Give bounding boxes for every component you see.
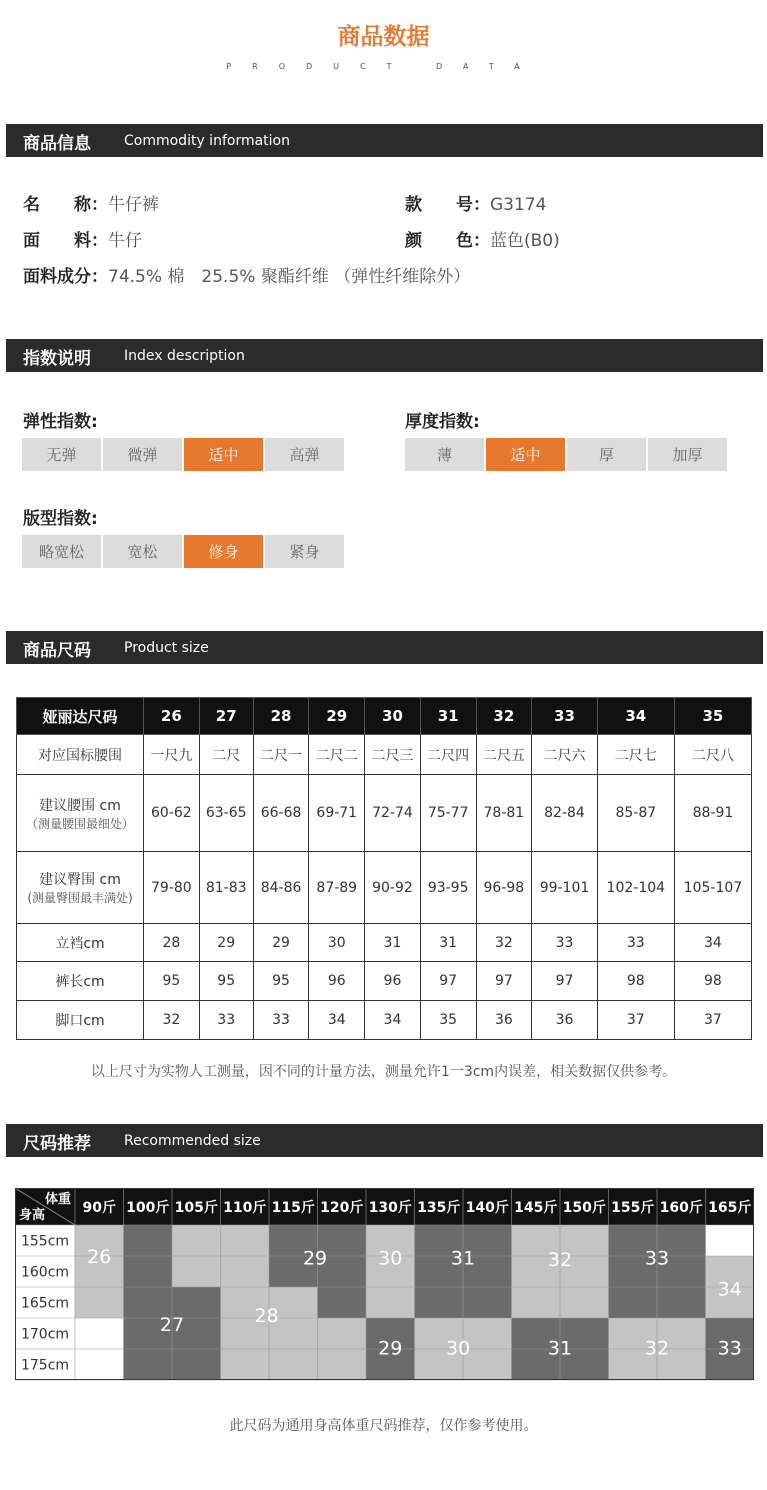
- table-cell: 34: [674, 924, 751, 962]
- row-label: [17, 852, 144, 924]
- row-label: 裤长cm: [17, 962, 144, 1001]
- table-cell: 二尺: [199, 735, 253, 775]
- grid-cell: [221, 1225, 270, 1256]
- thickness-index-options: [405, 438, 727, 471]
- size-header-cell: 26: [144, 698, 200, 735]
- info-name: [23, 190, 159, 215]
- grid-cell: [463, 1287, 512, 1318]
- recommend-note: 此尺码为通用身高体重尺码推荐，仅作参考使用。: [229, 1418, 538, 1434]
- table-cell: 37: [674, 1001, 751, 1040]
- info-style-label: 款 号：: [405, 195, 490, 215]
- page-title: 商品数据: [337, 24, 430, 50]
- table-row: [17, 775, 752, 852]
- section-title-cn: 指数说明: [23, 349, 91, 369]
- size-header-cell: 29: [309, 698, 365, 735]
- size-region-label: 27: [159, 1314, 185, 1337]
- table-cell: 97: [420, 962, 476, 1001]
- size-header-cell: 35: [674, 698, 751, 735]
- size-region-label: 32: [644, 1337, 670, 1360]
- corner-height-label: 身高: [19, 1208, 46, 1223]
- size-table: [16, 697, 752, 1040]
- size-region-label: 34: [717, 1278, 742, 1301]
- table-row: [17, 924, 752, 962]
- table-cell: 66-68: [253, 775, 309, 852]
- info-fabric-label: 面 料：: [23, 231, 108, 251]
- size-header-cell: 30: [365, 698, 421, 735]
- table-cell: 35: [420, 1001, 476, 1040]
- grid-cell: [657, 1287, 706, 1318]
- row-label: 脚口cm: [17, 1001, 144, 1040]
- grid-cell: [172, 1225, 221, 1256]
- weight-header: 165斤: [708, 1200, 752, 1216]
- table-cell: 二尺五: [476, 735, 532, 775]
- table-cell: 82-84: [532, 775, 598, 852]
- table-cell: 84-86: [253, 852, 309, 924]
- info-color-label: 颜 色：: [405, 231, 490, 251]
- grid-cell: [609, 1287, 658, 1318]
- section-title-en: Commodity information: [124, 133, 290, 149]
- table-cell: 二尺七: [597, 735, 674, 775]
- table-cell: 87-89: [309, 852, 365, 924]
- table-cell: 二尺四: [420, 735, 476, 775]
- grid-cell: [512, 1287, 561, 1318]
- recommend-grid-svg: [15, 1188, 754, 1382]
- grid-cell: [172, 1256, 221, 1287]
- section-header-size: [6, 631, 763, 664]
- table-cell: 99-101: [532, 852, 598, 924]
- size-region-label: 29: [378, 1337, 403, 1360]
- table-cell: 二尺三: [365, 735, 421, 775]
- elastic-option: 高弹: [265, 438, 344, 471]
- grid-cell: [75, 1318, 124, 1349]
- size-header-label: 娅丽达尺码: [17, 698, 144, 735]
- fit-index-options: [22, 535, 344, 568]
- info-style: [405, 190, 546, 215]
- info-name-label: 名 称：: [23, 195, 108, 215]
- table-cell: 95: [144, 962, 200, 1001]
- table-cell: 75-77: [420, 775, 476, 852]
- table-cell: 二尺六: [532, 735, 598, 775]
- info-name-value: 牛仔裤: [108, 195, 159, 215]
- weight-header: 135斤: [417, 1200, 461, 1216]
- table-row: [17, 962, 752, 1001]
- elastic-index-options: [22, 438, 344, 471]
- grid-cell: [415, 1287, 464, 1318]
- elastic-option: 微弹: [103, 438, 182, 471]
- grid-cell: [269, 1349, 318, 1380]
- row-label-main: 建议腰围 cm: [39, 797, 121, 814]
- row-label-sub: （测量腰围最细处）: [25, 816, 134, 831]
- size-region-label: 32: [547, 1249, 573, 1272]
- size-table-header: [17, 698, 752, 735]
- grid-cell: [318, 1318, 367, 1349]
- grid-cell: [124, 1256, 173, 1287]
- table-cell: 34: [309, 1001, 365, 1040]
- grid-cell: [124, 1225, 173, 1256]
- row-label-main: 建议臀围 cm: [39, 872, 121, 888]
- height-label: 165cm: [20, 1295, 70, 1312]
- grid-cell: [318, 1287, 367, 1318]
- page-subtitle: PRODUCT DATA: [226, 62, 541, 71]
- info-style-value: G3174: [490, 195, 547, 215]
- section-title-cn: 尺码推荐: [23, 1134, 91, 1154]
- thickness-option: 加厚: [648, 438, 727, 471]
- table-cell: 37: [597, 1001, 674, 1040]
- corner-weight-label: 体重: [44, 1192, 71, 1207]
- size-region-label: 30: [446, 1337, 471, 1360]
- info-color: [405, 226, 560, 251]
- table-cell: 32: [144, 1001, 200, 1040]
- table-cell: 30: [309, 924, 365, 962]
- recommend-grid: [15, 1188, 754, 1386]
- size-region-label: 33: [644, 1247, 670, 1270]
- table-cell: 97: [476, 962, 532, 1001]
- table-cell: 36: [532, 1001, 598, 1040]
- weight-header: 105斤: [174, 1200, 218, 1216]
- fit-index-label: 版型指数:: [23, 509, 98, 529]
- height-label: 155cm: [20, 1233, 70, 1250]
- weight-header: 160斤: [659, 1200, 703, 1216]
- grid-cell: [318, 1349, 367, 1380]
- grid-cell: [463, 1318, 512, 1349]
- thickness-option: 适中: [486, 438, 565, 471]
- table-cell: 二尺一: [253, 735, 309, 775]
- thickness-index-label: 厚度指数:: [405, 412, 480, 432]
- weight-header: 140斤: [465, 1200, 509, 1216]
- table-cell: 95: [253, 962, 309, 1001]
- section-title-en: Recommended size: [124, 1133, 261, 1149]
- elastic-option: 适中: [184, 438, 263, 471]
- weight-header: 90斤: [82, 1200, 116, 1216]
- size-region-label: 30: [378, 1247, 403, 1270]
- size-header-cell: 32: [476, 698, 532, 735]
- info-composition-value: 74.5% 棉 25.5% 聚酯纤维 （弹性纤维除外）: [108, 267, 471, 287]
- table-cell: 90-92: [365, 852, 421, 924]
- table-cell: 98: [674, 962, 751, 1001]
- table-cell: 96-98: [476, 852, 532, 924]
- table-cell: 93-95: [420, 852, 476, 924]
- row-label: 立裆cm: [17, 924, 144, 962]
- thickness-option: 薄: [405, 438, 484, 471]
- table-cell: 97: [532, 962, 598, 1001]
- section-title-cn: 商品信息: [23, 134, 91, 154]
- weight-header: 145斤: [514, 1200, 558, 1216]
- table-cell: 69-71: [309, 775, 365, 852]
- table-cell: 32: [476, 924, 532, 962]
- grid-cell: [366, 1287, 415, 1318]
- table-cell: 28: [144, 924, 200, 962]
- elastic-index-label: 弹性指数:: [23, 412, 98, 432]
- table-cell: 31: [420, 924, 476, 962]
- grid-cell: [75, 1287, 124, 1318]
- table-cell: 98: [597, 962, 674, 1001]
- fit-option: 略宽松: [22, 535, 101, 568]
- grid-cell: [706, 1225, 755, 1256]
- table-row: [17, 852, 752, 924]
- grid-cell: [463, 1349, 512, 1380]
- size-header-cell: 34: [597, 698, 674, 735]
- elastic-option: 无弹: [22, 438, 101, 471]
- info-fabric-value: 牛仔: [108, 231, 142, 251]
- table-cell: 二尺二: [309, 735, 365, 775]
- height-label: 170cm: [20, 1326, 70, 1343]
- size-region-label: 26: [87, 1246, 112, 1268]
- grid-cell: [221, 1256, 270, 1287]
- height-label: 160cm: [20, 1264, 70, 1281]
- table-cell: 33: [253, 1001, 309, 1040]
- info-fabric: [23, 226, 142, 251]
- table-cell: 78-81: [476, 775, 532, 852]
- section-title-en: Index description: [124, 348, 245, 364]
- grid-cell: [124, 1349, 173, 1380]
- grid-cell: [560, 1287, 609, 1318]
- section-header-index: [6, 339, 763, 372]
- table-cell: 60-62: [144, 775, 200, 852]
- table-cell: 105-107: [674, 852, 751, 924]
- table-cell: 72-74: [365, 775, 421, 852]
- row-label-sub: (测量臀围最丰满处): [27, 891, 133, 905]
- table-cell: 33: [199, 1001, 253, 1040]
- table-cell: 34: [365, 1001, 421, 1040]
- table-cell: 85-87: [597, 775, 674, 852]
- size-region-label: 33: [717, 1337, 742, 1360]
- table-cell: 31: [365, 924, 421, 962]
- size-header-cell: 33: [532, 698, 598, 735]
- section-title-cn: 商品尺码: [23, 641, 91, 661]
- size-region-label: 29: [302, 1247, 328, 1270]
- weight-header: 120斤: [320, 1200, 364, 1216]
- table-cell: 96: [365, 962, 421, 1001]
- table-cell: 一尺九: [144, 735, 200, 775]
- size-region-label: 28: [254, 1304, 279, 1327]
- grid-cell: [221, 1349, 270, 1380]
- weight-header: 155斤: [611, 1200, 655, 1216]
- table-cell: 33: [532, 924, 598, 962]
- row-label: [17, 775, 144, 852]
- size-table-note: 以上尺寸为实物人工测量，因不同的计量方法，测量允许1一3cm内误差，相关数据仅供参考。: [90, 1064, 677, 1080]
- size-region-label: 31: [547, 1337, 573, 1360]
- table-cell: 二尺八: [674, 735, 751, 775]
- section-title-en: Product size: [124, 640, 209, 656]
- table-cell: 29: [199, 924, 253, 962]
- table-cell: 96: [309, 962, 365, 1001]
- weight-header: 130斤: [368, 1200, 412, 1216]
- height-label: 175cm: [20, 1357, 70, 1374]
- table-cell: 33: [597, 924, 674, 962]
- table-cell: 63-65: [199, 775, 253, 852]
- table-cell: 81-83: [199, 852, 253, 924]
- table-cell: 36: [476, 1001, 532, 1040]
- size-region-label: 31: [450, 1247, 476, 1270]
- info-composition: [23, 262, 470, 287]
- table-cell: 88-91: [674, 775, 751, 852]
- info-color-value: 蓝色(B0): [490, 231, 560, 251]
- table-cell: 79-80: [144, 852, 200, 924]
- info-composition-label: 面料成分：: [23, 267, 108, 287]
- table-cell: 95: [199, 962, 253, 1001]
- weight-header: 110斤: [223, 1200, 267, 1216]
- grid-cell: [75, 1349, 124, 1380]
- section-header-info: [6, 124, 763, 157]
- grid-cell: [172, 1349, 221, 1380]
- weight-header: 150斤: [562, 1200, 606, 1216]
- weight-header: 115斤: [271, 1200, 315, 1216]
- thickness-option: 厚: [567, 438, 646, 471]
- size-header-cell: 31: [420, 698, 476, 735]
- row-label: 对应国标腰围: [17, 735, 144, 775]
- fit-option: 宽松: [103, 535, 182, 568]
- table-cell: 102-104: [597, 852, 674, 924]
- size-header-cell: 27: [199, 698, 253, 735]
- weight-header: 100斤: [126, 1200, 170, 1216]
- table-row: [17, 1001, 752, 1040]
- size-header-cell: 28: [253, 698, 309, 735]
- table-cell: 29: [253, 924, 309, 962]
- section-header-recommend: [6, 1124, 763, 1157]
- fit-option: 修身: [184, 535, 263, 568]
- fit-option: 紧身: [265, 535, 344, 568]
- table-row: [17, 735, 752, 775]
